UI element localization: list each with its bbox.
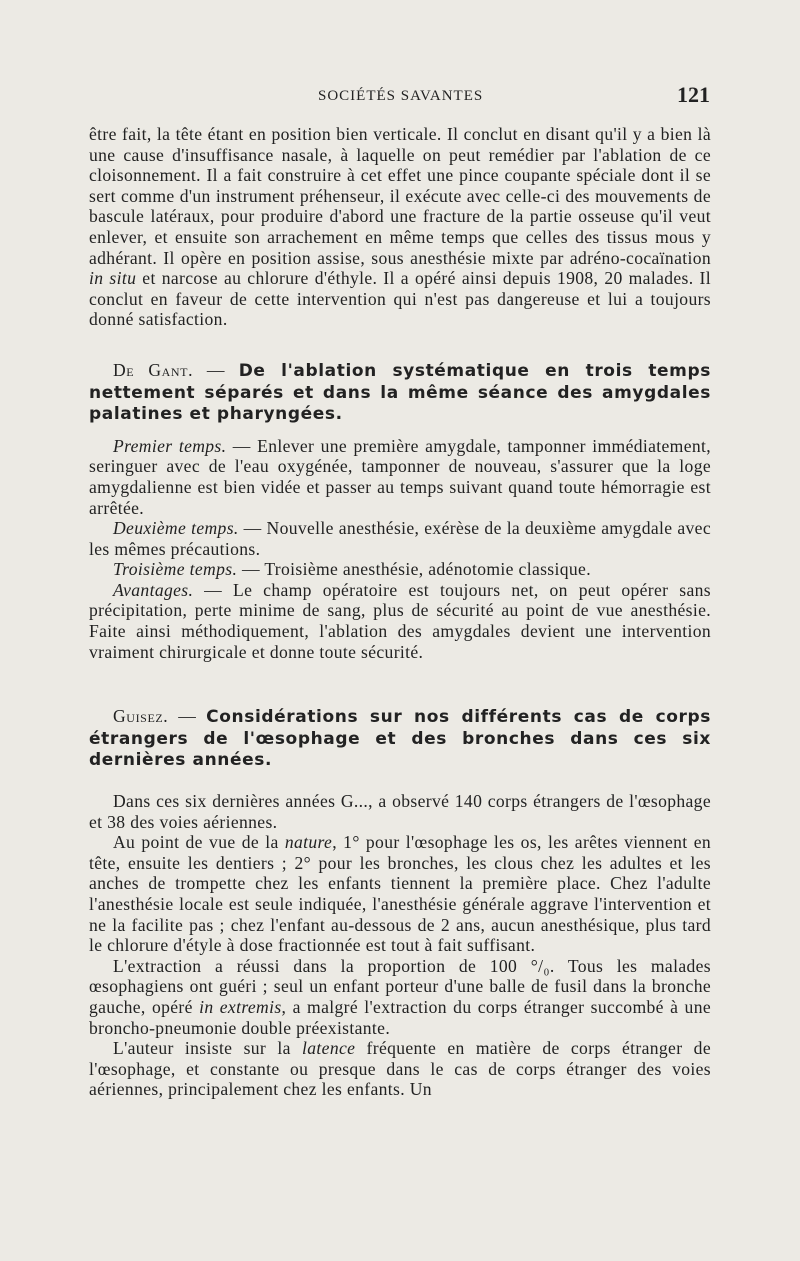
list-item: Deuxième temps. — Nouvelle anesthésie, exérèse de la deuxième amygdale avec les mêmes précautions. — [89, 518, 711, 559]
paragraph: Dans ces six dernières années G..., a observé 140 corps étrangers de l'œsophage et 38 des voies aériennes. — [89, 791, 711, 832]
section-heading-de-gant: De Gant. — De l'ablation systématique en trois temps nettement séparés et dans la même séance des amygdales palatines et pharyngées. — [89, 359, 711, 425]
author-name: Guisez. — [113, 706, 169, 727]
list-item: Troisième temps. — Troisième anesthésie, adénotomie classique. — [113, 559, 591, 580]
page-body — [89, 124, 711, 1100]
continuation-paragraph: être fait, la tête étant en position bien verticale. Il conclut en disant qu'il y a bien là une cause d'insuffisance nasale, à laquelle on peut remédier par l'ablation de ce cloisonnement. Il a fait construire à cet effet une pince coupante spéciale dont il se sert comme d'un instrument préhenseur, il exécute avec celle-ci des mouvements de bascule latéraux, pour produire d'abord une fracture de la partie osseuse qu'il veut enlever, et ensuite son arrachement en même temps que celles des tissus mous y adhérant. Il opère en position assise, sous anesthésie mixte par adréno-cocaïnation in situ et narcose au chlorure d'éthyle. Il a opéré ainsi depuis 1908, 20 malades. Il conclut en faveur de cette intervention qui n'est pas dangereuse et lui a toujours donné satisfaction. — [89, 124, 711, 330]
page-number: 121 — [677, 82, 710, 107]
page-header — [0, 82, 800, 110]
list-item: Premier temps. — Enlever une première amygdale, tamponner immédiatement, seringuer avec de l'eau oxygénée, tamponner de nouveau, s'assurer que la loge amygdalienne est bien vidée et passer au temps suivant quand toute hémorragie est arrêtée. — [89, 435, 712, 518]
section-heading-guisez: Guisez. — Considérations sur nos différents cas de corps étrangers de l'œsophage et des bronches dans ces six dernières années. — [89, 706, 711, 771]
article-title: De l'ablation systématique en trois temps nettement séparés et dans la même séance des amygdales palatines et pharyngées. — [89, 360, 711, 425]
paragraph: L'extraction a réussi dans la proportion de 100 °/₀. Tous les malades œsophagiens ont guéri ; seul un enfant porteur d'une balle de fusil dans la bronche gauche, opéré in extremis, a malgré l'extraction du corps étranger succombé à une broncho-pneumonie double préexistante. — [89, 955, 712, 1038]
paragraph: Au point de vue de la nature, 1° pour l'œsophage les os, les arêtes viennent en tête, ensuite les dentiers ; 2° pour les bronches, les clous chez les adultes et les anches de trompette chez les enfants tiennent la première place. Chez l'adulte l'anesthésie locale est seule indiquée, l'anesthésie générale aggrave l'intervention et ne la facilite pas ; chez l'enfant au-dessous de 2 ans, aucun anesthésique, plus tard le chlorure d'étyle à dose fractionnée est tout à fait suffisant. — [89, 832, 712, 956]
paragraph: L'auteur insiste sur la latence fréquente en matière de corps étranger de l'œsophage, et constante ou presque dans le cas de corps étranger des voies aériennes, principalement chez les enfants. Un — [89, 1038, 711, 1100]
list-item: Avantages. — Le champ opératoire est toujours net, on peut opérer sans précipitation, perte minime de sang, plus de sécurité au point de vue anesthésie. Faite ainsi méthodiquement, l'ablation des amygdales devient une intervention vraiment chirurgicale et donne toute sécurité. — [89, 579, 711, 662]
author-name: De Gant. — [113, 359, 194, 380]
article-title: Considérations sur nos différents cas de corps étrangers de l'œsophage et des bronches dans ces six dernières années. — [89, 707, 711, 771]
running-head: SOCIÉTÉS SAVANTES — [318, 88, 484, 104]
